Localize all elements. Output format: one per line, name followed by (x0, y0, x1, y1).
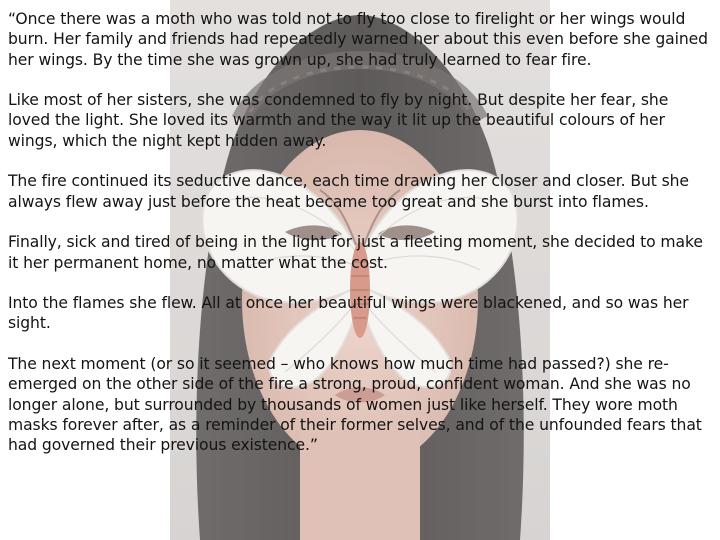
story-paragraph: Like most of her sisters, she was condemned to fly by night. But despite her fear, she loved the light. She loved its warmth and the way it lit up the beautiful colours of her wings, which the night kept hidden away. (8, 91, 669, 150)
story-paragraph: The next moment (or so it seemed – who knows how much time had passed?) she re-emerged on the other side of the fire a strong, proud, confident woman. And she was no longer alone, but surrounded by thousands of women just like herself. They wore moth masks forever after, as a reminder of their former selves, and of the unfounded fears that had governed their previous existence.” (8, 355, 702, 455)
story-text (8, 9, 714, 456)
story-paragraph: “Once there was a moth who was told not to fly too close to firelight or her wings would burn. Her family and friends had repeatedly warned her about this even before she gained her wings. By the time she was grown up, she had truly learned to fear fire. (8, 10, 708, 69)
story-paragraph: The fire continued its seductive dance, each time drawing her closer and closer. But she always flew away just before the heat became too great and she burst into flames. (8, 172, 689, 211)
story-paragraph: Into the flames she flew. All at once her beautiful wings were blackened, and so was her sight. (8, 294, 689, 333)
story-paragraph: Finally, sick and tired of being in the light for just a fleeting moment, she decided to make it her permanent home, no matter what the cost. (8, 233, 703, 272)
